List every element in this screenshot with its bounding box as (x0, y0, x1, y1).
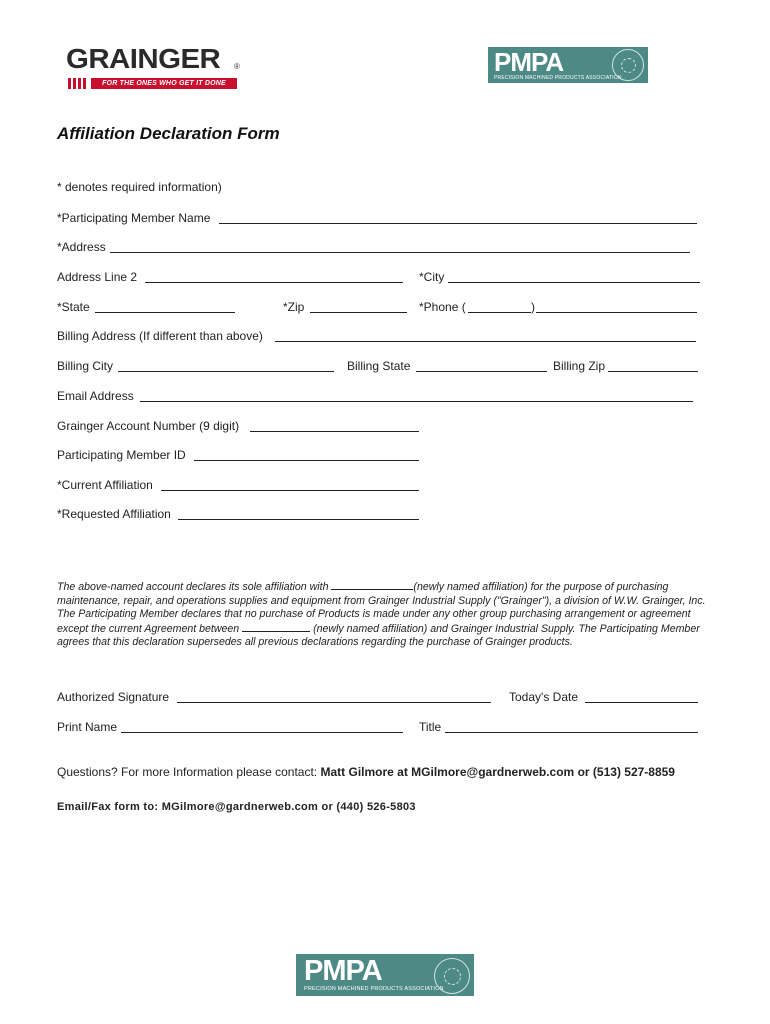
member-name-label: *Participating Member Name (57, 211, 211, 225)
pmpa-wordmark: PMPA (304, 955, 382, 987)
requested-affiliation-field[interactable] (178, 519, 419, 520)
address-line2-field[interactable] (145, 282, 403, 283)
pmpa-subtitle: PRECISION MACHINED PRODUCTS ASSOCIATION (494, 75, 622, 81)
authorized-signature-label: Authorized Signature (57, 690, 170, 704)
grainger-tagline: FOR THE ONES WHO GET IT DONE (91, 78, 237, 89)
member-id-label: Participating Member ID (57, 448, 186, 462)
email-field[interactable] (140, 401, 693, 402)
billing-zip-field[interactable] (608, 371, 698, 372)
grainger-logo (66, 44, 242, 90)
declaration-part3: (newly named affiliation) and Grainger Industrial Supply. The Participating Member agrees that this declaration supersedes all previous declarations regarding the purchase of Grainger products. (57, 622, 700, 649)
declaration-part2: (newly named affiliation) for the purpose of purchasing maintenance, repair, and operations supplies and equipment from Grainger Industrial Supply ("Grainger"), a division of W.W. Grainger, Inc. The Participating Member declares that no purchase of Products is made under any other group purchasing arrangement or agreement except the current Agreement between (57, 581, 706, 635)
billing-city-field[interactable] (118, 371, 334, 372)
billing-address-field[interactable] (275, 341, 696, 342)
current-affiliation-label: *Current Affiliation (57, 478, 153, 492)
city-field[interactable] (448, 282, 700, 283)
account-number-label: Grainger Account Number (9 digit) (57, 419, 240, 433)
form-title: Affiliation Declaration Form (57, 124, 280, 143)
address-label: *Address (57, 240, 106, 254)
authorized-signature-field[interactable] (177, 702, 491, 703)
member-id-field[interactable] (194, 460, 419, 461)
title-label: Title (419, 720, 442, 734)
print-name-label: Print Name (57, 720, 118, 734)
phone-number-field[interactable] (536, 312, 697, 313)
requested-affiliation-label: *Requested Affiliation (57, 507, 171, 521)
questions-contact (57, 765, 675, 779)
required-note: * denotes required information) (57, 180, 222, 194)
address-field[interactable] (110, 252, 690, 253)
billing-state-field[interactable] (416, 371, 547, 372)
declaration-paragraph (57, 580, 707, 650)
account-number-field[interactable] (250, 431, 419, 432)
grainger-wordmark: GRAINGER (66, 43, 221, 74)
phone-paren-close: ) (531, 300, 535, 314)
zip-field[interactable] (310, 312, 407, 313)
email-fax-instructions[interactable]: Email/Fax form to: MGilmore@gardnerweb.com or (440) 526-5803 (57, 801, 416, 813)
todays-date-field[interactable] (585, 702, 698, 703)
member-name-field[interactable] (219, 223, 697, 224)
questions-prefix: Questions? For more Information please contact: (57, 765, 318, 779)
billing-state-label: Billing State (347, 359, 411, 373)
title-field[interactable] (445, 732, 698, 733)
pmpa-seal-icon (612, 49, 644, 81)
billing-address-label: Billing Address (If different than above) (57, 329, 263, 343)
pmpa-seal-icon (434, 958, 470, 994)
contact-phone: (513) 527-8859 (592, 765, 675, 779)
state-field[interactable] (95, 312, 235, 313)
phone-area-code-field[interactable] (468, 312, 531, 313)
pmpa-wordmark: PMPA (494, 47, 564, 77)
billing-city-label: Billing City (57, 359, 114, 373)
new-affiliation-blank[interactable] (331, 580, 413, 590)
current-affiliation-field[interactable] (161, 490, 419, 491)
pmpa-logo-top (488, 47, 648, 83)
zip-label: *Zip (283, 300, 305, 314)
pmpa-logo-bottom (296, 954, 474, 996)
phone-label: *Phone ( (419, 300, 466, 314)
billing-zip-label: Billing Zip (553, 359, 606, 373)
state-label: *State (57, 300, 90, 314)
agreement-affiliation-blank[interactable] (242, 622, 310, 632)
registered-mark: ® (234, 62, 240, 71)
city-label: *City (419, 270, 445, 284)
contact-name-email[interactable]: Matt Gilmore at MGilmore@gardnerweb.com or (320, 765, 590, 779)
address-line2-label: Address Line 2 (57, 270, 138, 284)
pmpa-subtitle: PRECISION MACHINED PRODUCTS ASSOCIATION (304, 986, 444, 992)
email-label: Email Address (57, 389, 134, 403)
todays-date-label: Today's Date (509, 690, 578, 704)
print-name-field[interactable] (121, 732, 403, 733)
declaration-part1: The above-named account declares its sole affiliation with (57, 581, 329, 593)
grainger-stripes-icon (68, 78, 88, 89)
